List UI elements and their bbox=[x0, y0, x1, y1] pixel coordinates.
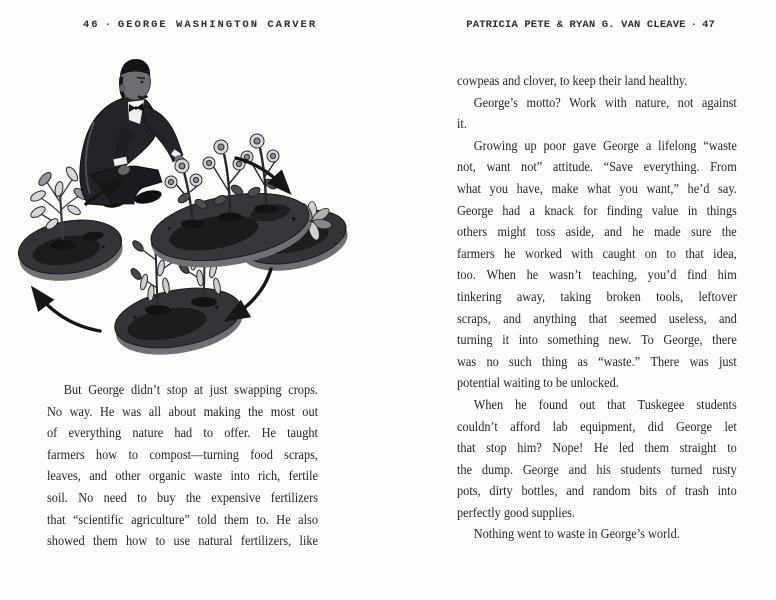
ear bbox=[120, 84, 126, 92]
text-line: it. bbox=[457, 117, 467, 133]
body-text-left bbox=[47, 380, 318, 553]
text-line: farmers how to compost—turning food scraps, bbox=[47, 447, 319, 463]
brow bbox=[137, 78, 145, 79]
text-line: showed them how to use natural fertilizers, like bbox=[47, 534, 319, 550]
eye bbox=[141, 81, 144, 84]
text-line: that “scientific agriculture” told them to. He also bbox=[47, 512, 318, 528]
text-line: But George didn’t stop at just swapping crops. bbox=[63, 383, 318, 398]
running-title-left: GEORGE WASHINGTON CARVER bbox=[117, 19, 318, 31]
text-line: couldn’t afford lab equipment, did George let bbox=[457, 419, 737, 435]
text-line: the dump. George and his students turned rusty bbox=[457, 462, 737, 478]
body-text-right bbox=[457, 71, 737, 546]
text-line: that stop him? Nope! He led them straight to bbox=[457, 441, 737, 457]
text-line: was no such thing as “waste.” There was just bbox=[457, 354, 737, 370]
text-line: tinkering away, taking broken tools, leftover bbox=[457, 289, 737, 305]
text-line: others might toss aside, and he made sure the bbox=[457, 225, 737, 241]
text-line: soil. No need to buy the expensive fertilizers bbox=[47, 490, 318, 506]
text-line: Growing up poor gave George a lifelong “waste bbox=[473, 138, 737, 154]
text-line: When he found out that Tuskegee students bbox=[473, 397, 737, 413]
header-separator: · bbox=[690, 19, 698, 31]
folio-left: 46 bbox=[83, 19, 100, 31]
running-title-right: PATRICIA PETE & RYAN G. VAN CLEAVE bbox=[466, 19, 686, 31]
text-line: farmers he worked with caught on to that idea, bbox=[457, 246, 737, 262]
text-line: pots, dirty bottles, and random bits of trash into bbox=[457, 484, 737, 500]
text-line: scraps, and anything that seemed useless, and bbox=[457, 311, 737, 327]
text-line: perfectly good supplies. bbox=[457, 505, 576, 521]
text-line: of everything nature had to offer. He taught bbox=[47, 426, 318, 442]
header-separator: · bbox=[104, 19, 113, 31]
text-line: Nothing went to waste in George’s world. bbox=[473, 527, 680, 543]
running-head-right bbox=[466, 19, 715, 31]
plot-bottom-pods bbox=[110, 279, 247, 363]
text-line: George’s motto? Work with nature, not against bbox=[473, 95, 737, 111]
running-head-left bbox=[83, 19, 317, 31]
text-line: potential waiting to be unlocked. bbox=[457, 376, 619, 392]
text-line: turning it into something new. To George, there bbox=[457, 333, 737, 349]
text-line: what you have, make what you want,” he’d say. bbox=[457, 181, 737, 197]
crop-rotation-illustration bbox=[8, 52, 353, 364]
text-line: No way. He was all about making the most out bbox=[47, 404, 319, 420]
text-line: too. When he wasn’t teaching, you’d find him bbox=[457, 268, 737, 284]
text-line: not, want not” attitude. “Save everything. From bbox=[457, 160, 737, 176]
plot-left-seedling bbox=[15, 213, 127, 288]
folio-right: 47 bbox=[702, 19, 715, 31]
text-line: leaves, and other organic waste into rich, fertile bbox=[47, 469, 318, 485]
text-line: cowpeas and clover, to keep their land healthy. bbox=[457, 74, 688, 89]
arrow-bottom-to-left bbox=[35, 291, 100, 331]
text-line: George had a knack for finding value in things bbox=[457, 203, 737, 219]
